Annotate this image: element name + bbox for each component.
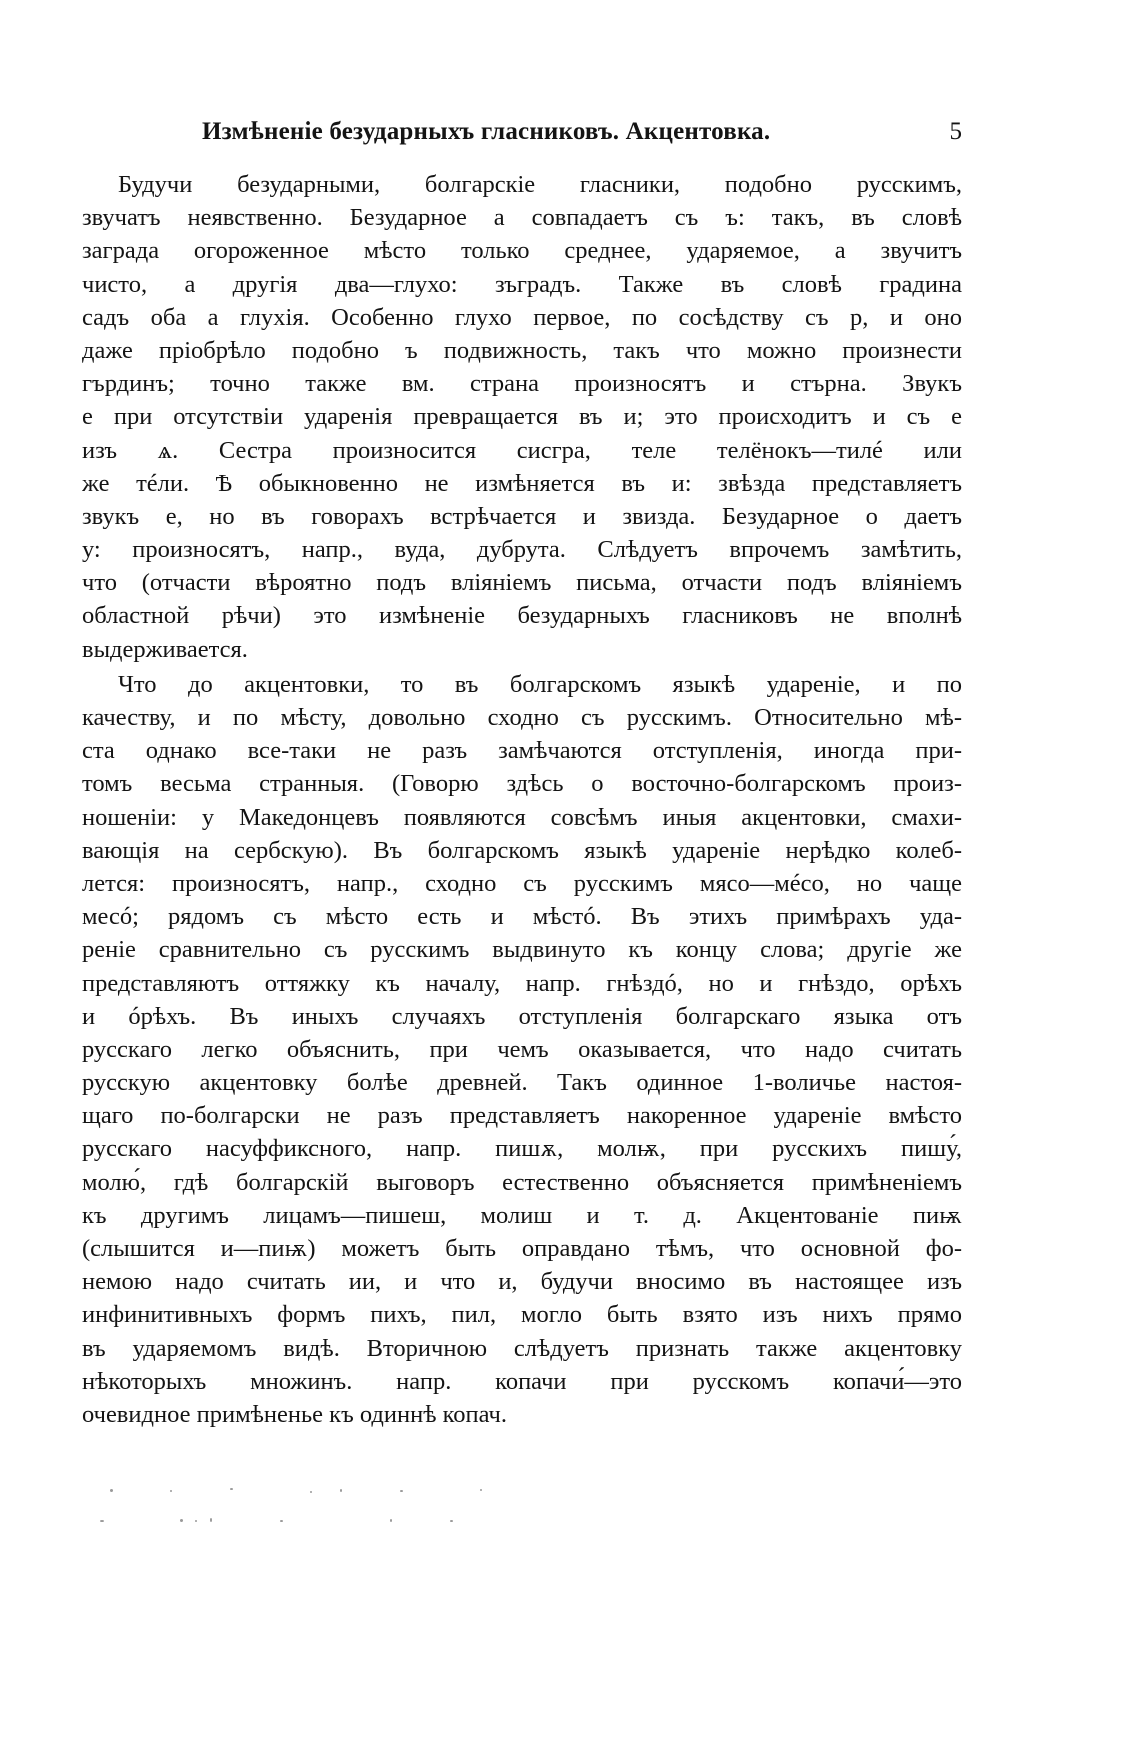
text-line: е при отсутствіи ударенія превращается въ и; это происходитъ и съ е <box>82 403 962 431</box>
running-head: Измѣненіе безударныхъ гласниковъ. Акцентовка. <box>202 118 771 145</box>
text-line: томъ весьма странныя. (Говорю здѣсь о восточно-болгарскомъ произ- <box>82 770 962 798</box>
text-line: гърдинъ; точно также вм. страна произносятъ и стърна. Звукъ <box>82 370 962 398</box>
text-line: инфинитивныхъ формъ пихъ, пил, могло быть взято изъ нихъ прямо <box>82 1301 962 1329</box>
text-line: щаго по-болгарски не разъ представляетъ накоренное удареніе вмѣсто <box>82 1102 962 1130</box>
text-line: чисто, а другія два—глухо: зъградъ. Также въ словѣ градина <box>82 270 962 298</box>
text-line: что (отчасти вѣроятно подъ вліяніемъ письма, отчасти подъ вліяніемъ <box>82 569 962 597</box>
page-header <box>82 118 962 152</box>
text-line: выдерживается. <box>82 635 248 663</box>
text-line: же тéли. Ѣ обыкновенно не измѣняется въ и: звѣзда представляетъ <box>82 469 962 497</box>
text-line: областной рѣчи) это измѣненіе безударныхъ гласниковъ не вполнѣ <box>82 602 962 630</box>
text-line: заграда огороженное мѣсто только среднее, ударяемое, а звучитъ <box>82 237 962 265</box>
scan-noise <box>100 1488 520 1494</box>
text-line: русскую акцентовку болѣе древней. Такъ одинное 1-воличье настоя- <box>82 1069 962 1097</box>
text-line: (слышится и—пиѭ) можетъ быть оправдано тѣмъ, что основной фо- <box>82 1235 962 1262</box>
text-line: изъ ѧ. Сестра произносится сисгра, теле телёнокъ—тилé или <box>82 436 962 464</box>
text-line: немою надо считать ии, и что и, будучи вносимо въ настоящее изъ <box>82 1268 962 1296</box>
text-line: качеству, и по мѣсту, довольно сходно съ русскимъ. Относительно мѣ- <box>82 704 962 731</box>
text-line: очевидное примѣненье къ одиннѣ копач. <box>82 1400 507 1428</box>
text-line: даже пріобрѣло подобно ъ подвижность, такъ что можно произнести <box>82 336 962 364</box>
text-line: ношеніи: у Македонцевъ появляются совсѣмъ иныя акцентовки, смахи- <box>82 803 962 831</box>
text-line: у: произносятъ, напр., вуда, дубрута. Слѣдуетъ впрочемъ замѣтить, <box>82 536 962 564</box>
body-text <box>82 168 962 1431</box>
text-line: русскаго легко объяснить, при чемъ оказывается, что надо считать <box>82 1035 962 1063</box>
text-line: молю́, гдѣ болгарскій выговоръ естественно объясняется примѣненіемъ <box>82 1168 962 1196</box>
text-line: и óрѣхъ. Въ иныхъ случаяхъ отступленія болгарскаго языка отъ <box>82 1002 962 1030</box>
text-line: звукъ е, но въ говорахъ встрѣчается и звизда. Безударное о даетъ <box>82 502 962 530</box>
text-line: реніе сравнительно съ русскимъ выдвинуто къ концу слова; другіе же <box>82 936 962 964</box>
paragraph-accentuation <box>82 668 962 1431</box>
text-line: ста однако все-таки не разъ замѣчаются отступленія, иногда при- <box>82 737 962 765</box>
text-line: Будучи безударными, болгарскіе гласники, подобно русскимъ, <box>118 171 962 198</box>
text-line: представляютъ оттяжку къ началу, напр. гнѣздó, но и гнѣздо, орѣхъ <box>82 969 962 997</box>
text-line: нѣкоторыхъ множинъ. напр. копачи при русскомъ копачи́—это <box>82 1367 962 1395</box>
text-line: садъ оба а глухія. Особенно глухо первое, по сосѣдству съ р, и оно <box>82 303 962 331</box>
text-line: звучатъ неявственно. Безударное а совпадаетъ съ ъ: такъ, въ словѣ <box>82 204 962 232</box>
page-number: 5 <box>949 118 962 145</box>
text-line: въ ударяемомъ видѣ. Вторичною слѣдуетъ признать также акцентовку <box>82 1334 962 1362</box>
scan-noise <box>100 1518 520 1524</box>
text-line: месó; рядомъ съ мѣсто есть и мѣстó. Въ этихъ примѣрахъ уда- <box>82 903 962 931</box>
text-line: къ другимъ лицамъ—пишеш, молиш и т. д. Акцентованіе пиѭ <box>82 1201 962 1229</box>
text-line: русскаго насуффиксного, напр. пишѫ, молѭ, при русскихъ пишу́, <box>82 1135 962 1163</box>
text-line: лется: произносятъ, напр., сходно съ русскимъ мясо—мéсо, но чаще <box>82 869 962 897</box>
text-line: Что до акцентовки, то въ болгарскомъ языкѣ удареніе, и по <box>118 670 962 698</box>
text-line: вающія на сербскую). Въ болгарскомъ языкѣ удареніе нерѣдко колеб- <box>82 836 962 864</box>
paragraph-unstressed-vowels <box>82 168 962 666</box>
